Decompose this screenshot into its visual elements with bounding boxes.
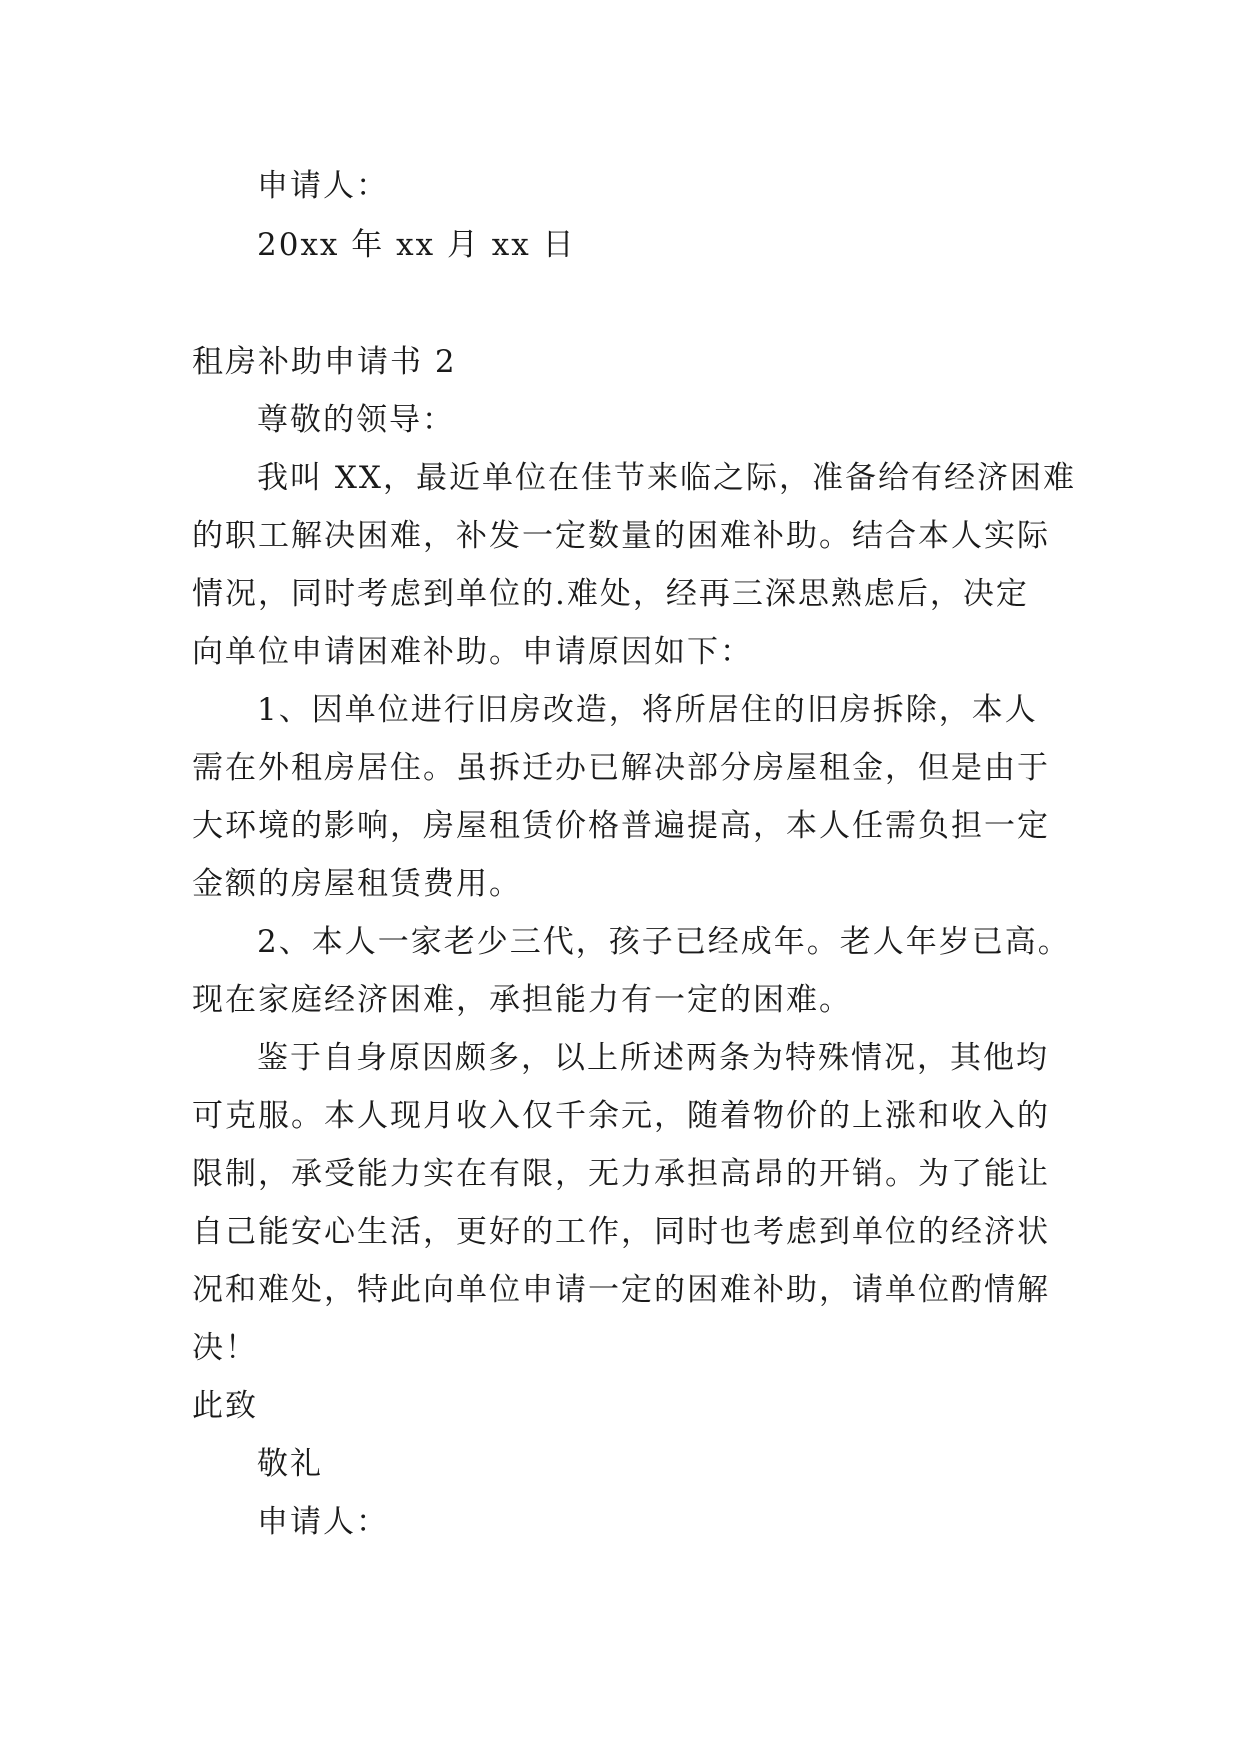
paragraph-line: 鉴于自身原因颇多，以上所述两条为特殊情况，其他均 (257, 1040, 1049, 1076)
document-title: 租房补助申请书 2 (192, 344, 457, 380)
paragraph-line: 可克服。本人现月收入仅千余元，随着物价的上涨和收入的 (192, 1098, 1050, 1134)
applicant-label: 申请人： (257, 1504, 389, 1540)
closing-phrase: 此致 (192, 1388, 258, 1424)
paragraph-line: 向单位申请困难补助。申请原因如下： (192, 634, 753, 670)
applicant-label: 申请人： (257, 168, 389, 204)
paragraph-line: 1、因单位进行旧房改造，将所居住的旧房拆除，本人 (257, 692, 1038, 728)
paragraph-line: 况和难处，特此向单位申请一定的困难补助，请单位酌情解 (192, 1272, 1050, 1308)
paragraph-line: 限制，承受能力实在有限，无力承担高昂的开销。为了能让 (192, 1156, 1050, 1192)
paragraph-line: 的职工解决困难，补发一定数量的困难补助。结合本人实际 (192, 518, 1050, 554)
application-date: 20xx 年 xx 月 xx 日 (257, 227, 576, 263)
paragraph-line: 需在外租房居住。虽拆迁办已解决部分房屋租金，但是由于 (192, 750, 1050, 786)
paragraph-line: 自己能安心生活，更好的工作，同时也考虑到单位的经济状 (192, 1214, 1050, 1250)
paragraph-line: 情况，同时考虑到单位的.难处，经再三深思熟虑后，决定 (192, 576, 1029, 612)
regards: 敬礼 (257, 1446, 323, 1482)
paragraph-line: 现在家庭经济困难，承担能力有一定的困难。 (192, 982, 852, 1018)
salutation: 尊敬的领导： (257, 402, 455, 438)
paragraph-line: 我叫 XX，最近单位在佳节来临之际，准备给有经济困难 (257, 460, 1076, 496)
paragraph-line: 决！ (192, 1330, 258, 1366)
paragraph-line: 大环境的影响，房屋租赁价格普遍提高，本人任需负担一定 (192, 808, 1050, 844)
paragraph-line: 金额的房屋租赁费用。 (192, 866, 522, 902)
paragraph-line: 2、本人一家老少三代，孩子已经成年。老人年岁已高。 (257, 924, 1071, 960)
